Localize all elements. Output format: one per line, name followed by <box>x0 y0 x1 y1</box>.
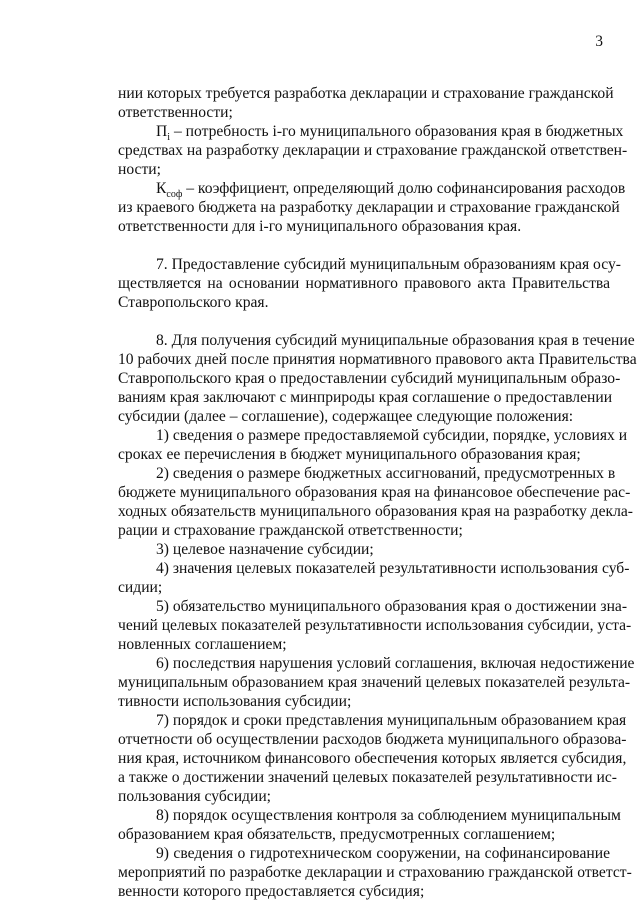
text-line: ответственности для i-го муниципального образования края. <box>118 218 522 235</box>
text-line: сидии; <box>118 579 163 596</box>
page-number: 3 <box>595 33 603 50</box>
text-line: $К_{соф}$ – коэффициент, определяющий долю софинансирования расходов <box>156 180 626 201</box>
text-line: сроках ее перечисления в бюджет муниципального образования края; <box>118 446 581 463</box>
text-line: бюджете муниципального образования края на финансовое обеспечение рас- <box>118 484 631 501</box>
text-line: 4) значения целевых показателей результативности использования суб- <box>156 560 630 577</box>
text-line: субсидии (далее – соглашение), содержащее следующие положения: <box>118 408 574 425</box>
text-line: Ставропольского края о предоставлении субсидий муниципальным образо- <box>118 370 621 387</box>
text-line: новленных соглашением; <box>118 636 287 653</box>
text-line: нии которых требуется разработка декларации и страхование гражданской <box>118 85 614 102</box>
text-line: пользования субсидии; <box>118 788 271 805</box>
text-line: из краевого бюджета на разработку декларации и страхование гражданской <box>118 199 620 216</box>
text-line: чений целевых показателей результативности использования субсидии, уста- <box>118 617 632 634</box>
text-line: а также о достижении значений целевых показателей результативности ис- <box>118 769 617 786</box>
text-line: ваниям края заключают с минприроды края соглашение о предоставлении <box>118 389 613 406</box>
text-line: отчетности об осуществлении расходов бюджета муниципального образова- <box>118 731 627 748</box>
text-line: ния края, источником финансового обеспечения которых является субсидия, <box>118 750 627 767</box>
text-line: тивности использования субсидии; <box>118 693 352 710</box>
text-line: $П_i$ – потребность i-го муниципального образования края в бюджетных <box>156 123 624 144</box>
text-line: 2) сведения о размере бюджетных ассигнований, предусмотренных в <box>156 465 616 482</box>
text-line: рации и страхование гражданской ответственности; <box>118 522 463 539</box>
text-line: ществляется на основании нормативного правового акта Правительства <box>118 275 610 292</box>
text-line: Ставропольского края. <box>118 294 269 311</box>
text-line: 9) сведения о гидротехническом сооружении, на софинансирование <box>156 845 610 862</box>
text-line: 10 рабочих дней после принятия нормативного правового акта Правительства <box>118 351 637 368</box>
text-line: 7. Предоставление субсидий муниципальным образованиям края осу- <box>156 256 621 273</box>
text-line: ности; <box>118 161 161 178</box>
text-line: ответственности; <box>118 104 233 121</box>
text-line: муниципальным образованием края значений целевых показателей результа- <box>118 674 631 691</box>
text-line: 8. Для получения субсидий муниципальные образования края в течение <box>156 332 635 349</box>
text-line: 6) последствия нарушения условий соглашения, включая недостижение <box>156 655 635 672</box>
text-line: 8) порядок осуществления контроля за соблюдением муниципальным <box>156 807 621 824</box>
text-line: средствах на разработку декларации и страхование гражданской ответствен- <box>118 142 628 159</box>
text-line: 3) целевое назначение субсидии; <box>156 541 374 558</box>
text-line: 7) порядок и сроки представления муниципальным образованием края <box>156 712 627 729</box>
text-line: мероприятий по разработке декларации и страхованию гражданской ответст- <box>118 864 632 881</box>
text-line: венности которого предоставляется субсидия; <box>118 883 425 900</box>
text-line: образованием края обязательств, предусмотренных соглашением; <box>118 826 556 843</box>
text-line: 1) сведения о размере предоставляемой субсидии, порядке, условиях и <box>156 427 628 444</box>
text-line: 5) обязательство муниципального образования края о достижении зна- <box>156 598 628 615</box>
text-line: ходных обязательств муниципального образования края на разработку декла- <box>118 503 634 520</box>
